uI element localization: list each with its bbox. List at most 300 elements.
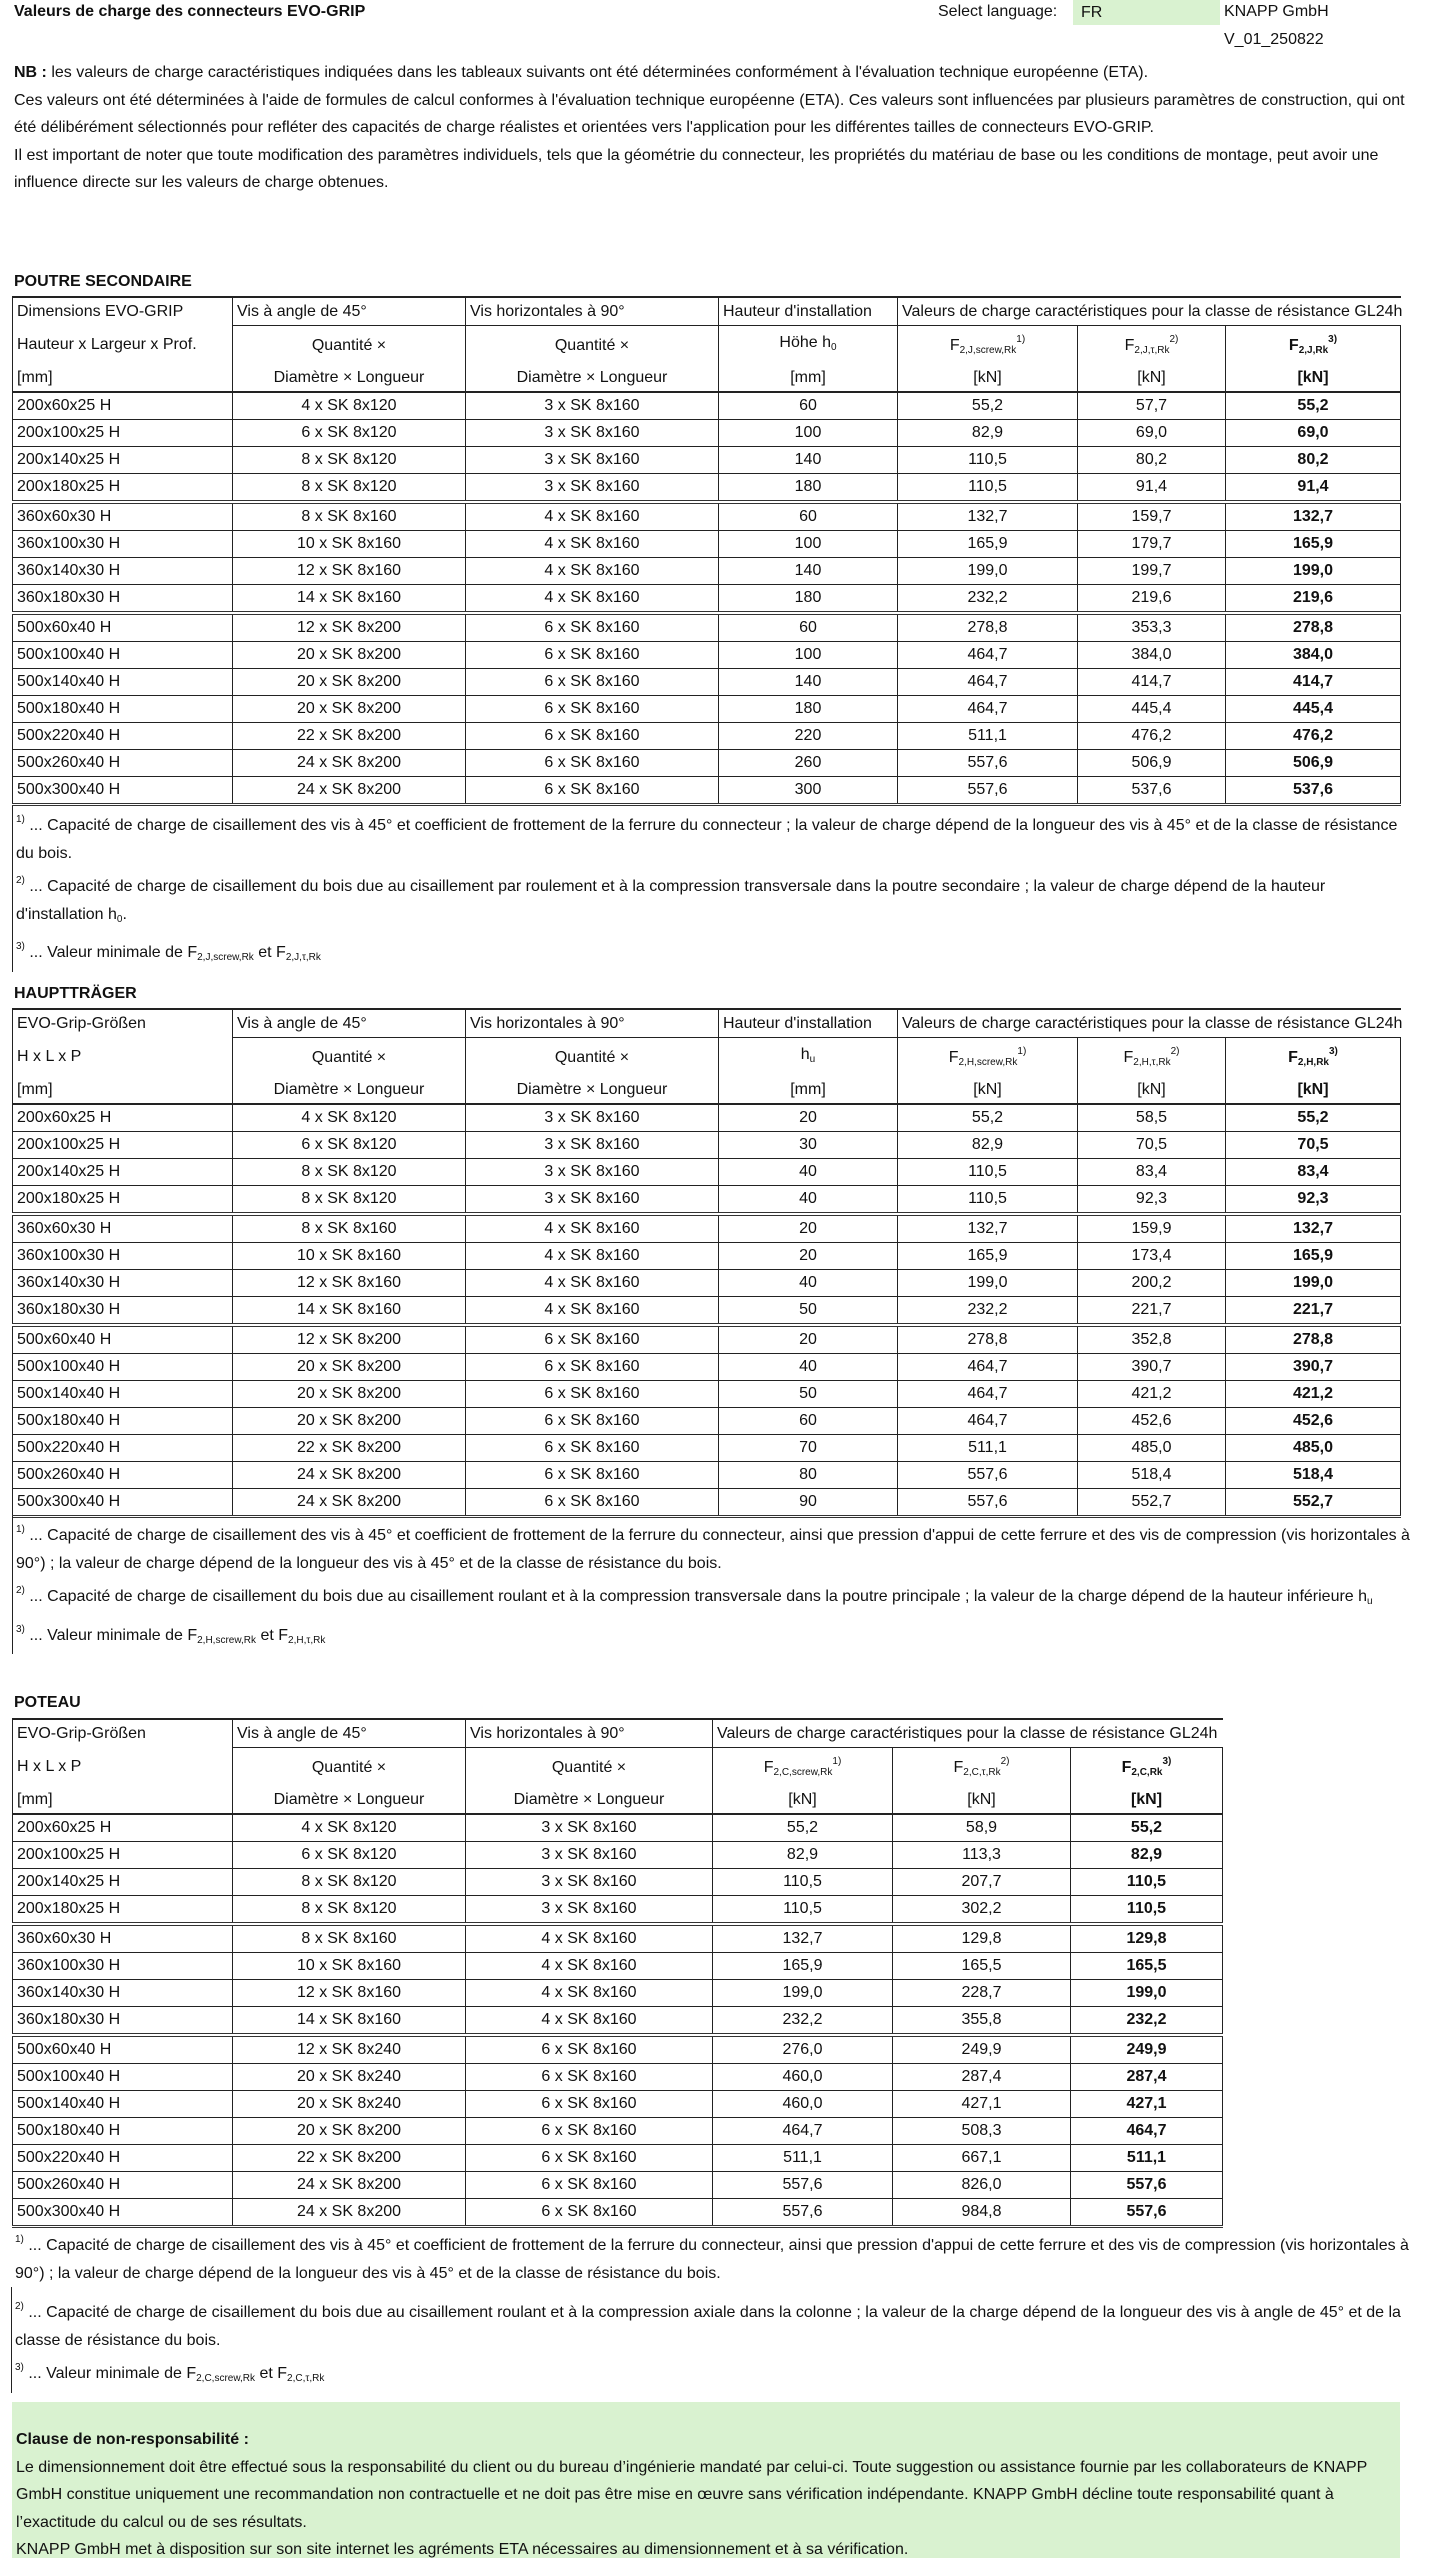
value-cell: 165,5 bbox=[893, 1953, 1071, 1980]
header-cell: Quantité × bbox=[466, 326, 719, 365]
value-cell: 278,8 bbox=[898, 613, 1078, 642]
header-cell: $F_{2,C,\tau,Rk}^{2)}$ bbox=[893, 1748, 1071, 1787]
value-cell: 40 bbox=[719, 1354, 898, 1381]
header-cell: Diamètre × Longueur bbox=[466, 364, 719, 392]
value-cell: 24 x SK 8x200 bbox=[233, 1462, 466, 1489]
header-cell: Vis horizontales à 90° bbox=[466, 1009, 719, 1038]
footnotes-haupttraeger bbox=[12, 1516, 1416, 1654]
dimension-cell: 200x100x25 H bbox=[13, 420, 233, 447]
header-cell: [kN] bbox=[1226, 364, 1401, 392]
value-cell: 228,7 bbox=[893, 1980, 1071, 2007]
dimension-cell: 500x300x40 H bbox=[13, 2199, 233, 2227]
result-value-cell: 384,0 bbox=[1226, 642, 1401, 669]
dimension-cell: 360x140x30 H bbox=[13, 558, 233, 585]
value-cell: 219,6 bbox=[1078, 585, 1226, 614]
value-cell: 12 x SK 8x240 bbox=[233, 2035, 466, 2064]
table-row bbox=[13, 1159, 1401, 1186]
table-row bbox=[13, 531, 1401, 558]
value-cell: 10 x SK 8x160 bbox=[233, 1953, 466, 1980]
value-cell: 464,7 bbox=[898, 1354, 1078, 1381]
value-cell: 4 x SK 8x160 bbox=[466, 1953, 713, 1980]
value-cell: 22 x SK 8x200 bbox=[233, 723, 466, 750]
result-value-cell: 55,2 bbox=[1071, 1814, 1223, 1842]
value-cell: 6 x SK 8x160 bbox=[466, 1325, 719, 1354]
dimension-cell: 500x140x40 H bbox=[13, 669, 233, 696]
value-cell: 6 x SK 8x160 bbox=[466, 2145, 713, 2172]
value-cell: 92,3 bbox=[1078, 1186, 1226, 1215]
value-cell: 82,9 bbox=[713, 1842, 893, 1869]
dimension-cell: 200x180x25 H bbox=[13, 1186, 233, 1215]
result-value-cell: 70,5 bbox=[1226, 1132, 1401, 1159]
version-label: V_01_250822 bbox=[1224, 31, 1324, 48]
header-cell: H x L x P bbox=[13, 1748, 233, 1787]
table-row bbox=[13, 2145, 1223, 2172]
table-row bbox=[13, 777, 1401, 805]
value-cell: 24 x SK 8x200 bbox=[233, 777, 466, 805]
value-cell: 60 bbox=[719, 392, 898, 420]
value-cell: 10 x SK 8x160 bbox=[233, 531, 466, 558]
header-cell: Hauteur x Largeur x Prof. bbox=[13, 326, 233, 365]
value-cell: 8 x SK 8x120 bbox=[233, 1896, 466, 1925]
header-cell: Valeurs de charge caractéristiques pour la classe de résistance GL24h bbox=[898, 1009, 1401, 1038]
value-cell: 485,0 bbox=[1078, 1435, 1226, 1462]
dimension-cell: 360x180x30 H bbox=[13, 2007, 233, 2036]
value-cell: 508,3 bbox=[893, 2118, 1071, 2145]
result-value-cell: 82,9 bbox=[1071, 1842, 1223, 1869]
value-cell: 159,7 bbox=[1078, 502, 1226, 531]
dimension-cell: 500x300x40 H bbox=[13, 777, 233, 805]
result-value-cell: 110,5 bbox=[1071, 1896, 1223, 1925]
value-cell: 60 bbox=[719, 502, 898, 531]
value-cell: 91,4 bbox=[1078, 474, 1226, 503]
value-cell: 3 x SK 8x160 bbox=[466, 447, 719, 474]
value-cell: 12 x SK 8x160 bbox=[233, 558, 466, 585]
dimension-cell: 360x100x30 H bbox=[13, 1243, 233, 1270]
value-cell: 20 bbox=[719, 1325, 898, 1354]
header-cell: $F_{2,J,screw,Rk}^{1)}$ bbox=[898, 326, 1078, 365]
value-cell: 260 bbox=[719, 750, 898, 777]
value-cell: 984,8 bbox=[893, 2199, 1071, 2227]
dimension-cell: 500x220x40 H bbox=[13, 723, 233, 750]
table-row bbox=[13, 558, 1401, 585]
value-cell: 232,2 bbox=[898, 1297, 1078, 1326]
table-row bbox=[13, 1214, 1401, 1243]
value-cell: 180 bbox=[719, 474, 898, 503]
dimension-cell: 360x180x30 H bbox=[13, 585, 233, 614]
header-cell: Vis horizontales à 90° bbox=[466, 297, 719, 326]
header-cell: [kN] bbox=[898, 364, 1078, 392]
header-cell: $h_u$ bbox=[719, 1038, 898, 1077]
value-cell: 557,6 bbox=[898, 1489, 1078, 1517]
result-value-cell: 132,7 bbox=[1226, 502, 1401, 531]
dimension-cell: 360x140x30 H bbox=[13, 1270, 233, 1297]
result-value-cell: 278,8 bbox=[1226, 1325, 1401, 1354]
value-cell: 100 bbox=[719, 642, 898, 669]
header-cell: Vis à angle de 45° bbox=[233, 1719, 466, 1748]
table-row bbox=[13, 2035, 1223, 2064]
section-title-haupttraeger: HAUPTTRÄGER bbox=[14, 985, 137, 1002]
result-value-cell: 537,6 bbox=[1226, 777, 1401, 805]
table-header-row-3 bbox=[13, 364, 1401, 392]
result-value-cell: 219,6 bbox=[1226, 585, 1401, 614]
value-cell: 165,9 bbox=[898, 1243, 1078, 1270]
table-row bbox=[13, 1297, 1401, 1326]
result-value-cell: 552,7 bbox=[1226, 1489, 1401, 1517]
value-cell: 3 x SK 8x160 bbox=[466, 1186, 719, 1215]
result-value-cell: 427,1 bbox=[1071, 2091, 1223, 2118]
result-value-cell: 421,2 bbox=[1226, 1381, 1401, 1408]
header-cell: Quantité × bbox=[233, 326, 466, 365]
intro-paragraph-2: Ces valeurs ont été déterminées à l'aide de formules de calcul conformes à l'évaluation technique européenne (ETA). Ces valeurs sont influencées par plusieurs paramètres de construction, qui ont été délibérément sélectionnés pour refléter des capacités de charge réalistes et orientées vers l'application pour les différentes tailles de connecteurs EVO-GRIP. bbox=[14, 91, 1405, 136]
footnote-2: $^{2)}$ ... Capacité de charge de cisaillement du bois due au cisaillement roulant et à la compression transversale dans la poutre principale ; la valeur de la charge dépend de la hauteur inférieure $h_u$ bbox=[16, 1585, 1373, 1607]
dimension-cell: 500x180x40 H bbox=[13, 2118, 233, 2145]
value-cell: 6 x SK 8x120 bbox=[233, 1842, 466, 1869]
table-row bbox=[13, 1132, 1401, 1159]
value-cell: 464,7 bbox=[713, 2118, 893, 2145]
value-cell: 8 x SK 8x120 bbox=[233, 1186, 466, 1215]
result-value-cell: 92,3 bbox=[1226, 1186, 1401, 1215]
value-cell: 14 x SK 8x160 bbox=[233, 2007, 466, 2036]
value-cell: 140 bbox=[719, 669, 898, 696]
load-table-poteau bbox=[12, 1718, 1223, 2228]
value-cell: 537,6 bbox=[1078, 777, 1226, 805]
value-cell: 179,7 bbox=[1078, 531, 1226, 558]
table-row bbox=[13, 613, 1401, 642]
header-cell: $F_{2,C,screw,Rk}^{1)}$ bbox=[713, 1748, 893, 1787]
dimension-cell: 200x60x25 H bbox=[13, 1814, 233, 1842]
header-cell: Valeurs de charge caractéristiques pour la classe de résistance GL24h bbox=[898, 297, 1401, 326]
value-cell: 427,1 bbox=[893, 2091, 1071, 2118]
header-cell: Valeurs de charge caractéristiques pour la classe de résistance GL24h bbox=[713, 1719, 1223, 1748]
result-value-cell: 199,0 bbox=[1226, 558, 1401, 585]
value-cell: 6 x SK 8x160 bbox=[466, 2172, 713, 2199]
table-row bbox=[13, 750, 1401, 777]
value-cell: 6 x SK 8x160 bbox=[466, 1462, 719, 1489]
value-cell: 3 x SK 8x160 bbox=[466, 1104, 719, 1132]
table-row bbox=[13, 420, 1401, 447]
value-cell: 6 x SK 8x160 bbox=[466, 2118, 713, 2145]
load-table-poutre-secondaire bbox=[12, 296, 1401, 806]
disclaimer-paragraph-2: KNAPP GmbH met à disposition sur son site internet les agréments ETA nécessaires au dimensionnement et à sa vérification. bbox=[16, 2541, 909, 2558]
table-row bbox=[13, 2172, 1223, 2199]
value-cell: 110,5 bbox=[898, 1186, 1078, 1215]
header-cell: [mm] bbox=[13, 1076, 233, 1104]
dimension-cell: 500x220x40 H bbox=[13, 1435, 233, 1462]
table-row bbox=[13, 1186, 1401, 1215]
value-cell: 220 bbox=[719, 723, 898, 750]
value-cell: 69,0 bbox=[1078, 420, 1226, 447]
value-cell: 6 x SK 8x160 bbox=[466, 2035, 713, 2064]
value-cell: 22 x SK 8x200 bbox=[233, 1435, 466, 1462]
table-row bbox=[13, 1924, 1223, 1953]
value-cell: 826,0 bbox=[893, 2172, 1071, 2199]
value-cell: 82,9 bbox=[898, 1132, 1078, 1159]
value-cell: 232,2 bbox=[898, 585, 1078, 614]
value-cell: 8 x SK 8x160 bbox=[233, 1924, 466, 1953]
header-cell: Quantité × bbox=[233, 1038, 466, 1077]
value-cell: 60 bbox=[719, 613, 898, 642]
language-select[interactable]: FR bbox=[1073, 0, 1220, 25]
value-cell: 557,6 bbox=[898, 750, 1078, 777]
dimension-cell: 500x100x40 H bbox=[13, 2064, 233, 2091]
result-value-cell: 557,6 bbox=[1071, 2172, 1223, 2199]
value-cell: 20 x SK 8x200 bbox=[233, 1354, 466, 1381]
dimension-cell: 500x140x40 H bbox=[13, 2091, 233, 2118]
table-row bbox=[13, 1896, 1223, 1925]
table-row bbox=[13, 1814, 1223, 1842]
value-cell: 511,1 bbox=[713, 2145, 893, 2172]
header-cell: [mm] bbox=[719, 364, 898, 392]
dimension-cell: 200x100x25 H bbox=[13, 1132, 233, 1159]
result-value-cell: 110,5 bbox=[1071, 1869, 1223, 1896]
value-cell: 6 x SK 8x160 bbox=[466, 642, 719, 669]
dimension-cell: 200x140x25 H bbox=[13, 1159, 233, 1186]
value-cell: 40 bbox=[719, 1159, 898, 1186]
value-cell: 55,2 bbox=[713, 1814, 893, 1842]
dimension-cell: 500x260x40 H bbox=[13, 1462, 233, 1489]
value-cell: 173,4 bbox=[1078, 1243, 1226, 1270]
value-cell: 8 x SK 8x120 bbox=[233, 1869, 466, 1896]
value-cell: 384,0 bbox=[1078, 642, 1226, 669]
header-cell: $F_{2,C,Rk}^{3)}$ bbox=[1071, 1748, 1223, 1787]
value-cell: 6 x SK 8x160 bbox=[466, 1489, 719, 1517]
value-cell: 200,2 bbox=[1078, 1270, 1226, 1297]
value-cell: 6 x SK 8x160 bbox=[466, 777, 719, 805]
value-cell: 159,9 bbox=[1078, 1214, 1226, 1243]
value-cell: 6 x SK 8x160 bbox=[466, 1408, 719, 1435]
value-cell: 3 x SK 8x160 bbox=[466, 1896, 713, 1925]
table-row bbox=[13, 474, 1401, 503]
value-cell: 12 x SK 8x200 bbox=[233, 613, 466, 642]
table-header-row-1 bbox=[13, 297, 1401, 326]
result-value-cell: 80,2 bbox=[1226, 447, 1401, 474]
value-cell: 83,4 bbox=[1078, 1159, 1226, 1186]
value-cell: 20 x SK 8x200 bbox=[233, 642, 466, 669]
value-cell: 129,8 bbox=[893, 1924, 1071, 1953]
dimension-cell: 500x220x40 H bbox=[13, 2145, 233, 2172]
value-cell: 8 x SK 8x120 bbox=[233, 447, 466, 474]
value-cell: 70,5 bbox=[1078, 1132, 1226, 1159]
value-cell: 300 bbox=[719, 777, 898, 805]
header-cell: Hauteur d'installation bbox=[719, 1009, 898, 1038]
value-cell: 6 x SK 8x160 bbox=[466, 750, 719, 777]
value-cell: 207,7 bbox=[893, 1869, 1071, 1896]
result-value-cell: 83,4 bbox=[1226, 1159, 1401, 1186]
header-cell: Diamètre × Longueur bbox=[233, 1076, 466, 1104]
table-header-row-1 bbox=[13, 1719, 1223, 1748]
footnotes-poteau bbox=[12, 2226, 1415, 2393]
footnote-1: $^{1)}$ ... Capacité de charge de cisaillement des vis à 45° et coefficient de frottement de la ferrure du connecteur, ainsi que pression d'appui de cette ferrure et des vis de compression (vis horizontales à 90°) ; la valeur de charge dépend de la longueur des vis à 45° et de la classe de résistance du bois. bbox=[15, 2234, 1409, 2282]
value-cell: 20 bbox=[719, 1104, 898, 1132]
result-value-cell: 390,7 bbox=[1226, 1354, 1401, 1381]
table-row bbox=[13, 1953, 1223, 1980]
value-cell: 4 x SK 8x160 bbox=[466, 585, 719, 614]
value-cell: 30 bbox=[719, 1132, 898, 1159]
value-cell: 4 x SK 8x160 bbox=[466, 1924, 713, 1953]
value-cell: 6 x SK 8x160 bbox=[466, 613, 719, 642]
dimension-cell: 500x100x40 H bbox=[13, 642, 233, 669]
header-cell: [mm] bbox=[13, 1786, 233, 1814]
intro-nb: NB : les valeurs de charge caractéristiques indiquées dans les tableaux suivants ont été déterminées conformément à l'évaluation technique européenne (ETA). bbox=[14, 64, 1149, 81]
header-cell: Quantité × bbox=[466, 1748, 713, 1787]
footnote-2: $^{2)}$ ... Capacité de charge de cisaillement du bois due au cisaillement par roulement et à la compression transversale dans la poutre secondaire ; la valeur de charge dépend de la hauteur d'installation $h_0$. bbox=[16, 875, 1326, 925]
result-value-cell: 55,2 bbox=[1226, 392, 1401, 420]
value-cell: 199,0 bbox=[713, 1980, 893, 2007]
dimension-cell: 360x100x30 H bbox=[13, 531, 233, 558]
value-cell: 6 x SK 8x160 bbox=[466, 1354, 719, 1381]
value-cell: 353,3 bbox=[1078, 613, 1226, 642]
header-cell: $F_{2,H,\tau,Rk}^{2)}$ bbox=[1078, 1038, 1226, 1077]
header-cell: Quantité × bbox=[233, 1748, 466, 1787]
value-cell: 6 x SK 8x120 bbox=[233, 420, 466, 447]
table-row bbox=[13, 1381, 1401, 1408]
result-value-cell: 165,5 bbox=[1071, 1953, 1223, 1980]
company-name: KNAPP GmbH bbox=[1224, 3, 1329, 20]
value-cell: 4 x SK 8x160 bbox=[466, 1270, 719, 1297]
disclaimer-title: Clause de non-responsabilité : bbox=[16, 2431, 249, 2448]
table-row bbox=[13, 447, 1401, 474]
value-cell: 20 x SK 8x200 bbox=[233, 669, 466, 696]
value-cell: 40 bbox=[719, 1186, 898, 1215]
value-cell: 278,8 bbox=[898, 1325, 1078, 1354]
value-cell: 20 x SK 8x240 bbox=[233, 2064, 466, 2091]
value-cell: 113,3 bbox=[893, 1842, 1071, 1869]
value-cell: 140 bbox=[719, 447, 898, 474]
value-cell: 20 x SK 8x200 bbox=[233, 696, 466, 723]
value-cell: 8 x SK 8x120 bbox=[233, 474, 466, 503]
value-cell: 667,1 bbox=[893, 2145, 1071, 2172]
value-cell: 511,1 bbox=[898, 1435, 1078, 1462]
value-cell: 464,7 bbox=[898, 669, 1078, 696]
value-cell: 24 x SK 8x200 bbox=[233, 750, 466, 777]
table-header-row-1 bbox=[13, 1009, 1401, 1038]
value-cell: 8 x SK 8x160 bbox=[233, 1214, 466, 1243]
dimension-cell: 360x180x30 H bbox=[13, 1297, 233, 1326]
table-row bbox=[13, 642, 1401, 669]
header-cell: Diamètre × Longueur bbox=[233, 1786, 466, 1814]
footnote-3: $^{3)}$ ... Valeur minimale de $F_{2,H,screw,Rk}$ et $F_{2,H,\tau,Rk}$ bbox=[16, 1623, 326, 1646]
value-cell: 6 x SK 8x160 bbox=[466, 1381, 719, 1408]
value-cell: 557,6 bbox=[713, 2199, 893, 2227]
header-cell: Hauteur d'installation bbox=[719, 297, 898, 326]
dimension-cell: 500x260x40 H bbox=[13, 2172, 233, 2199]
value-cell: 50 bbox=[719, 1381, 898, 1408]
table-header-row-2 bbox=[13, 1748, 1223, 1787]
value-cell: 180 bbox=[719, 696, 898, 723]
value-cell: 199,7 bbox=[1078, 558, 1226, 585]
header-cell: Diamètre × Longueur bbox=[233, 364, 466, 392]
value-cell: 24 x SK 8x200 bbox=[233, 1489, 466, 1517]
value-cell: 6 x SK 8x160 bbox=[466, 1435, 719, 1462]
value-cell: 82,9 bbox=[898, 420, 1078, 447]
value-cell: 232,2 bbox=[713, 2007, 893, 2036]
table-header-row-3 bbox=[13, 1076, 1401, 1104]
value-cell: 460,0 bbox=[713, 2091, 893, 2118]
value-cell: 518,4 bbox=[1078, 1462, 1226, 1489]
value-cell: 355,8 bbox=[893, 2007, 1071, 2036]
dimension-cell: 500x180x40 H bbox=[13, 1408, 233, 1435]
value-cell: 3 x SK 8x160 bbox=[466, 1132, 719, 1159]
dimension-cell: 200x140x25 H bbox=[13, 447, 233, 474]
value-cell: 199,0 bbox=[898, 1270, 1078, 1297]
value-cell: 506,9 bbox=[1078, 750, 1226, 777]
value-cell: 4 x SK 8x160 bbox=[466, 558, 719, 585]
header-cell: $F_{2,H,screw,Rk}^{1)}$ bbox=[898, 1038, 1078, 1077]
value-cell: 80 bbox=[719, 1462, 898, 1489]
value-cell: 90 bbox=[719, 1489, 898, 1517]
value-cell: 14 x SK 8x160 bbox=[233, 585, 466, 614]
dimension-cell: 500x60x40 H bbox=[13, 1325, 233, 1354]
value-cell: 6 x SK 8x160 bbox=[466, 723, 719, 750]
value-cell: 180 bbox=[719, 585, 898, 614]
table-row bbox=[13, 1489, 1401, 1517]
table-header-row-2 bbox=[13, 326, 1401, 365]
footnote-3: $^{3)}$ ... Valeur minimale de $F_{2,J,screw,Rk}$ et $F_{2,J,\tau,Rk}$ bbox=[16, 941, 321, 963]
dimension-cell: 360x60x30 H bbox=[13, 1924, 233, 1953]
value-cell: 70 bbox=[719, 1435, 898, 1462]
value-cell: 57,7 bbox=[1078, 392, 1226, 420]
dimension-cell: 360x100x30 H bbox=[13, 1953, 233, 1980]
value-cell: 24 x SK 8x200 bbox=[233, 2172, 466, 2199]
result-value-cell: 452,6 bbox=[1226, 1408, 1401, 1435]
table-row bbox=[13, 502, 1401, 531]
value-cell: 4 x SK 8x120 bbox=[233, 1104, 466, 1132]
value-cell: 6 x SK 8x160 bbox=[466, 2091, 713, 2118]
header-cell: [kN] bbox=[1071, 1786, 1223, 1814]
intro-text bbox=[14, 59, 1414, 197]
dimension-cell: 500x100x40 H bbox=[13, 1354, 233, 1381]
value-cell: 24 x SK 8x200 bbox=[233, 2199, 466, 2227]
table-row bbox=[13, 2118, 1223, 2145]
result-value-cell: 557,6 bbox=[1071, 2199, 1223, 2227]
value-cell: 165,9 bbox=[713, 1953, 893, 1980]
value-cell: 390,7 bbox=[1078, 1354, 1226, 1381]
value-cell: 221,7 bbox=[1078, 1297, 1226, 1326]
nb-label: NB : bbox=[14, 64, 47, 81]
value-cell: 110,5 bbox=[898, 447, 1078, 474]
value-cell: 110,5 bbox=[898, 474, 1078, 503]
result-value-cell: 91,4 bbox=[1226, 474, 1401, 503]
dimension-cell: 200x180x25 H bbox=[13, 474, 233, 503]
value-cell: 6 x SK 8x160 bbox=[466, 696, 719, 723]
result-value-cell: 199,0 bbox=[1226, 1270, 1401, 1297]
header-cell: EVO-Grip-Größen bbox=[13, 1009, 233, 1038]
table-row bbox=[13, 2199, 1223, 2227]
value-cell: 55,2 bbox=[898, 392, 1078, 420]
header-cell: Vis à angle de 45° bbox=[233, 297, 466, 326]
result-value-cell: 129,8 bbox=[1071, 1924, 1223, 1953]
result-value-cell: 165,9 bbox=[1226, 531, 1401, 558]
footnote-3: $^{3)}$ ... Valeur minimale de $F_{2,C,screw,Rk}$ et $F_{2,C,\tau,Rk}$ bbox=[11, 2354, 1415, 2393]
value-cell: 20 x SK 8x200 bbox=[233, 1381, 466, 1408]
header-cell: [kN] bbox=[713, 1786, 893, 1814]
result-value-cell: 506,9 bbox=[1226, 750, 1401, 777]
section-title-poteau: POTEAU bbox=[14, 1694, 81, 1711]
disclaimer-box bbox=[12, 2402, 1400, 2558]
dimension-cell: 360x60x30 H bbox=[13, 502, 233, 531]
result-value-cell: 511,1 bbox=[1071, 2145, 1223, 2172]
value-cell: 3 x SK 8x160 bbox=[466, 392, 719, 420]
header-cell: [kN] bbox=[1226, 1076, 1401, 1104]
header-cell: Höhe $h_0$ bbox=[719, 326, 898, 365]
table-row bbox=[13, 2064, 1223, 2091]
language-label: Select language: bbox=[938, 3, 1058, 20]
header-cell: Quantité × bbox=[466, 1038, 719, 1077]
value-cell: 4 x SK 8x160 bbox=[466, 1297, 719, 1326]
value-cell: 100 bbox=[719, 531, 898, 558]
table-row bbox=[13, 1104, 1401, 1132]
value-cell: 445,4 bbox=[1078, 696, 1226, 723]
